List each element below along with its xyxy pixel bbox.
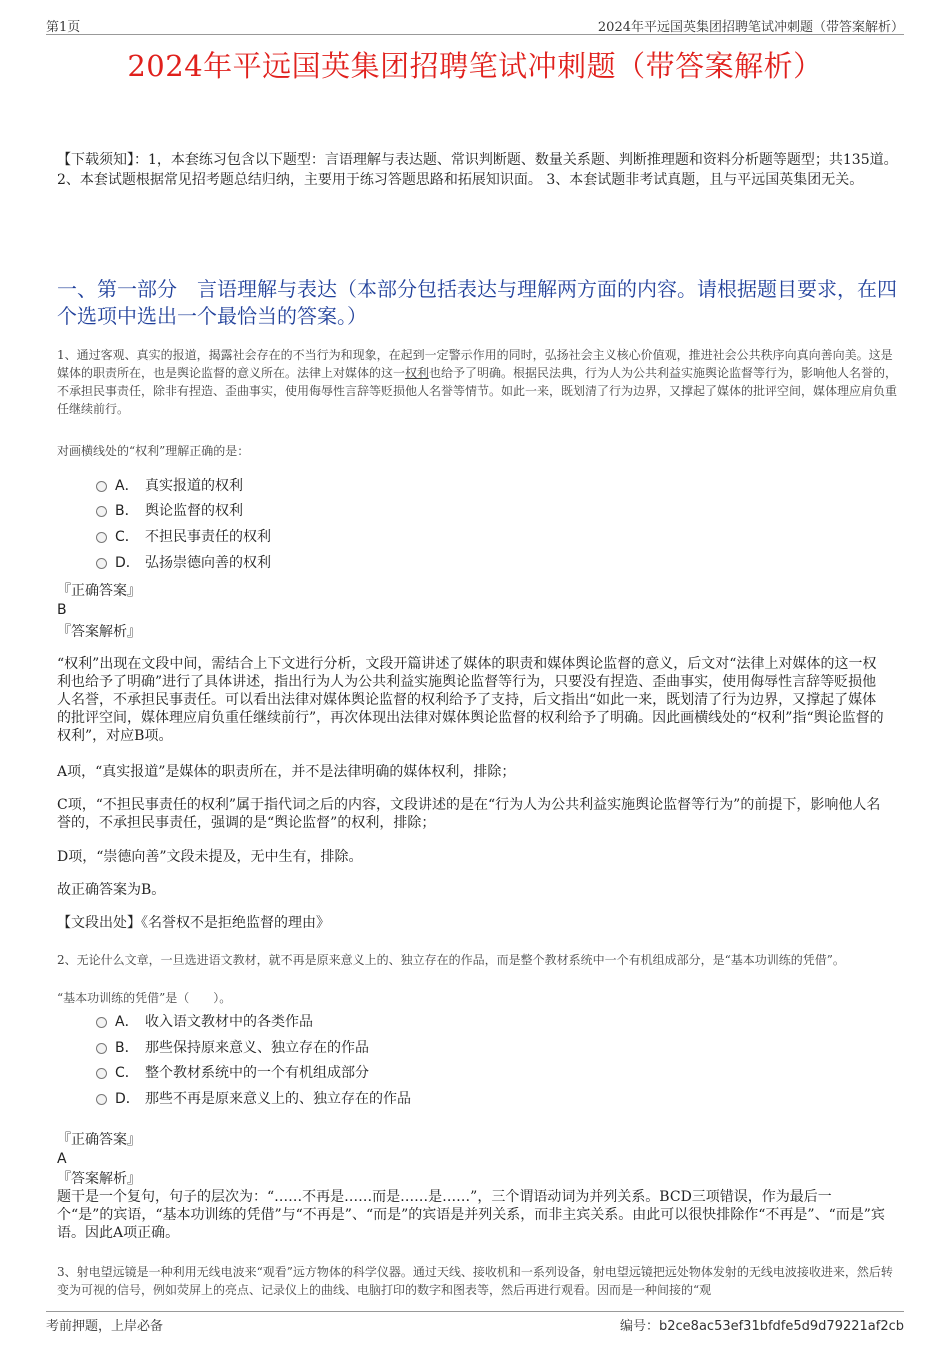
radio-icon[interactable]	[96, 1043, 107, 1054]
q2-option-c[interactable]: C． 整个教材系统中的一个有机组成部分	[96, 1063, 369, 1083]
q1-option-c[interactable]: C． 不担民事责任的权利	[96, 527, 271, 547]
q2-analysis: 题干是一个复句，句子的层次为：“……不再是……而是……是……”，三个谓语动词为并列关系。BCD三项错误，作为最后一个“是”的宾语，“基本功训练的凭借”与“不再是”、“而是”的宾语是并列关系，而非主宾关系。由此可以很快排除作“不再是”、“而是”宾语。因此A项正确。	[57, 1189, 885, 1241]
q1-option-a[interactable]: A． 真实报道的权利	[96, 476, 243, 496]
q2-option-d[interactable]: D． 那些不再是原来意义上的、独立存在的作品	[96, 1089, 411, 1109]
document-code: 编号：b2ce8ac53ef31bfdfe5d9d79221af2cb	[620, 1319, 904, 1334]
radio-icon[interactable]	[96, 1068, 107, 1079]
q2-answer-label: 『正确答案』	[57, 1132, 141, 1148]
header-doc-title: 2024年平远国英集团招聘笔试冲刺题（带答案解析）	[597, 20, 904, 35]
radio-icon[interactable]	[96, 481, 107, 492]
underlined-term: 权利	[405, 366, 430, 380]
q1-answer-label: 『正确答案』	[57, 583, 141, 599]
q1-source: 【文段出处】《名誉权不是拒绝监督的理由》	[57, 915, 330, 931]
download-notice: 【下载须知】：1，本套练习包含以下题型：言语理解与表达题、常识判断题、数量关系题、判断推理题和资料分析题等题型；共135道。 2、本套试题根据常见招考题总结归纳，主要用于练习答题思路和拓展知识面。 3、本套试题非考试真题，且与平远国英集团无关。	[57, 152, 898, 188]
radio-icon[interactable]	[96, 558, 107, 569]
footer-slogan: 考前押题，上岸必备	[46, 1319, 164, 1334]
radio-icon[interactable]	[96, 532, 107, 543]
question-1-text: 1、通过客观、真实的报道，揭露社会存在的不当行为和现象，在起到一定警示作用的同时，弘扬社会主义核心价值观，推进社会公共秩序向真向善向美。这是媒体的职责所在，也是舆论监督的意义所在。法律上对媒体的这一权利也给予了明确。根据民法典，行为人为公共利益实施舆论监督等行为，影响他人名誉的，不承担民事责任，除非有捏造、歪曲事实，使用侮辱性言辞等贬损他人名誉等情节。如此一来，既划清了行为边界，又撑起了媒体的批评空间，媒体理应肩负重任继续前行。	[57, 348, 898, 416]
q1-note-c: C项，“不担民事责任的权利”属于指代词之后的内容，文段讲述的是在“行为人为公共利益实施舆论监督等行为”的前提下，影响他人名誉的，不承担民事责任，强调的是“舆论监督”的权利，排除；	[57, 797, 881, 831]
page-number: 第1页	[46, 20, 81, 35]
q1-analysis-label: 『答案解析』	[57, 624, 141, 640]
q1-conclusion: 故正确答案为B。	[57, 882, 166, 898]
q2-answer: A	[57, 1151, 67, 1167]
radio-icon[interactable]	[96, 1094, 107, 1105]
radio-icon[interactable]	[96, 506, 107, 517]
q1-note-a: A项，“真实报道”是媒体的职责所在，并不是法律明确的媒体权利，排除；	[57, 764, 516, 780]
q2-option-a[interactable]: A． 收入语文教材中的各类作品	[96, 1012, 313, 1032]
q1-answer: B	[57, 602, 67, 618]
radio-icon[interactable]	[96, 1017, 107, 1028]
q1-option-d[interactable]: D． 弘扬崇德向善的权利	[96, 553, 271, 573]
question-1-prompt: 对画横线处的“权利”理解正确的是：	[57, 444, 250, 458]
document-title: 2024年平远国英集团招聘笔试冲刺题（带答案解析）	[127, 49, 823, 83]
page-footer	[46, 1311, 904, 1332]
section-heading: 一、第一部分 言语理解与表达（本部分包括表达与理解两方面的内容。请根据题目要求，在四个选项中选出一个最恰当的答案。）	[57, 277, 897, 328]
q2-analysis-label: 『答案解析』	[57, 1171, 141, 1187]
q1-note-d: D项，“崇德向善”文段未提及，无中生有，排除。	[57, 849, 363, 865]
q2-option-b[interactable]: B． 那些保持原来意义、独立存在的作品	[96, 1038, 369, 1058]
question-2-prompt: “基本功训练的凭借”是（ ）。	[57, 991, 232, 1005]
question-2-text: 2、无论什么文章，一旦选进语文教材，就不再是原来意义上的、独立存在的作品，而是整个教材系统中一个有机组成部分，是“基本功训练的凭借”。	[57, 953, 845, 967]
q1-analysis: “权利”出现在文段中间，需结合上下文进行分析，文段开篇讲述了媒体的职责和媒体舆论监督的意义，后文对“法律上对媒体的这一权利也给予了明确”进行了具体讲述，指出行为人为公共利益实施舆论监督等行为，只要没有捏造、歪曲事实，使用侮辱性言辞等贬损他人名誉，不承担民事责任。可以看出法律对媒体舆论监督的权利给予了支持，后文指出“如此一来，既划清了行为边界，又撑起了媒体的批评空间，媒体理应肩负重任继续前行”，再次体现出法律对媒体舆论监督的权利给予了明确。因此画横线处的“权利”指“舆论监督的权利”，对应B项。	[57, 656, 884, 744]
page-header	[46, 14, 904, 35]
question-3-text: 3、射电望远镜是一种利用无线电波来“观看”远方物体的科学仪器。通过天线、接收机和一系列设备，射电望远镜把远处物体发射的无线电波接收进来，然后转变为可视的信号，例如荧屏上的亮点、记录仪上的曲线、电脑打印的数字和图表等，然后再进行观看。因而是一种间接的“观	[57, 1265, 893, 1297]
q1-option-b[interactable]: B． 舆论监督的权利	[96, 501, 243, 521]
